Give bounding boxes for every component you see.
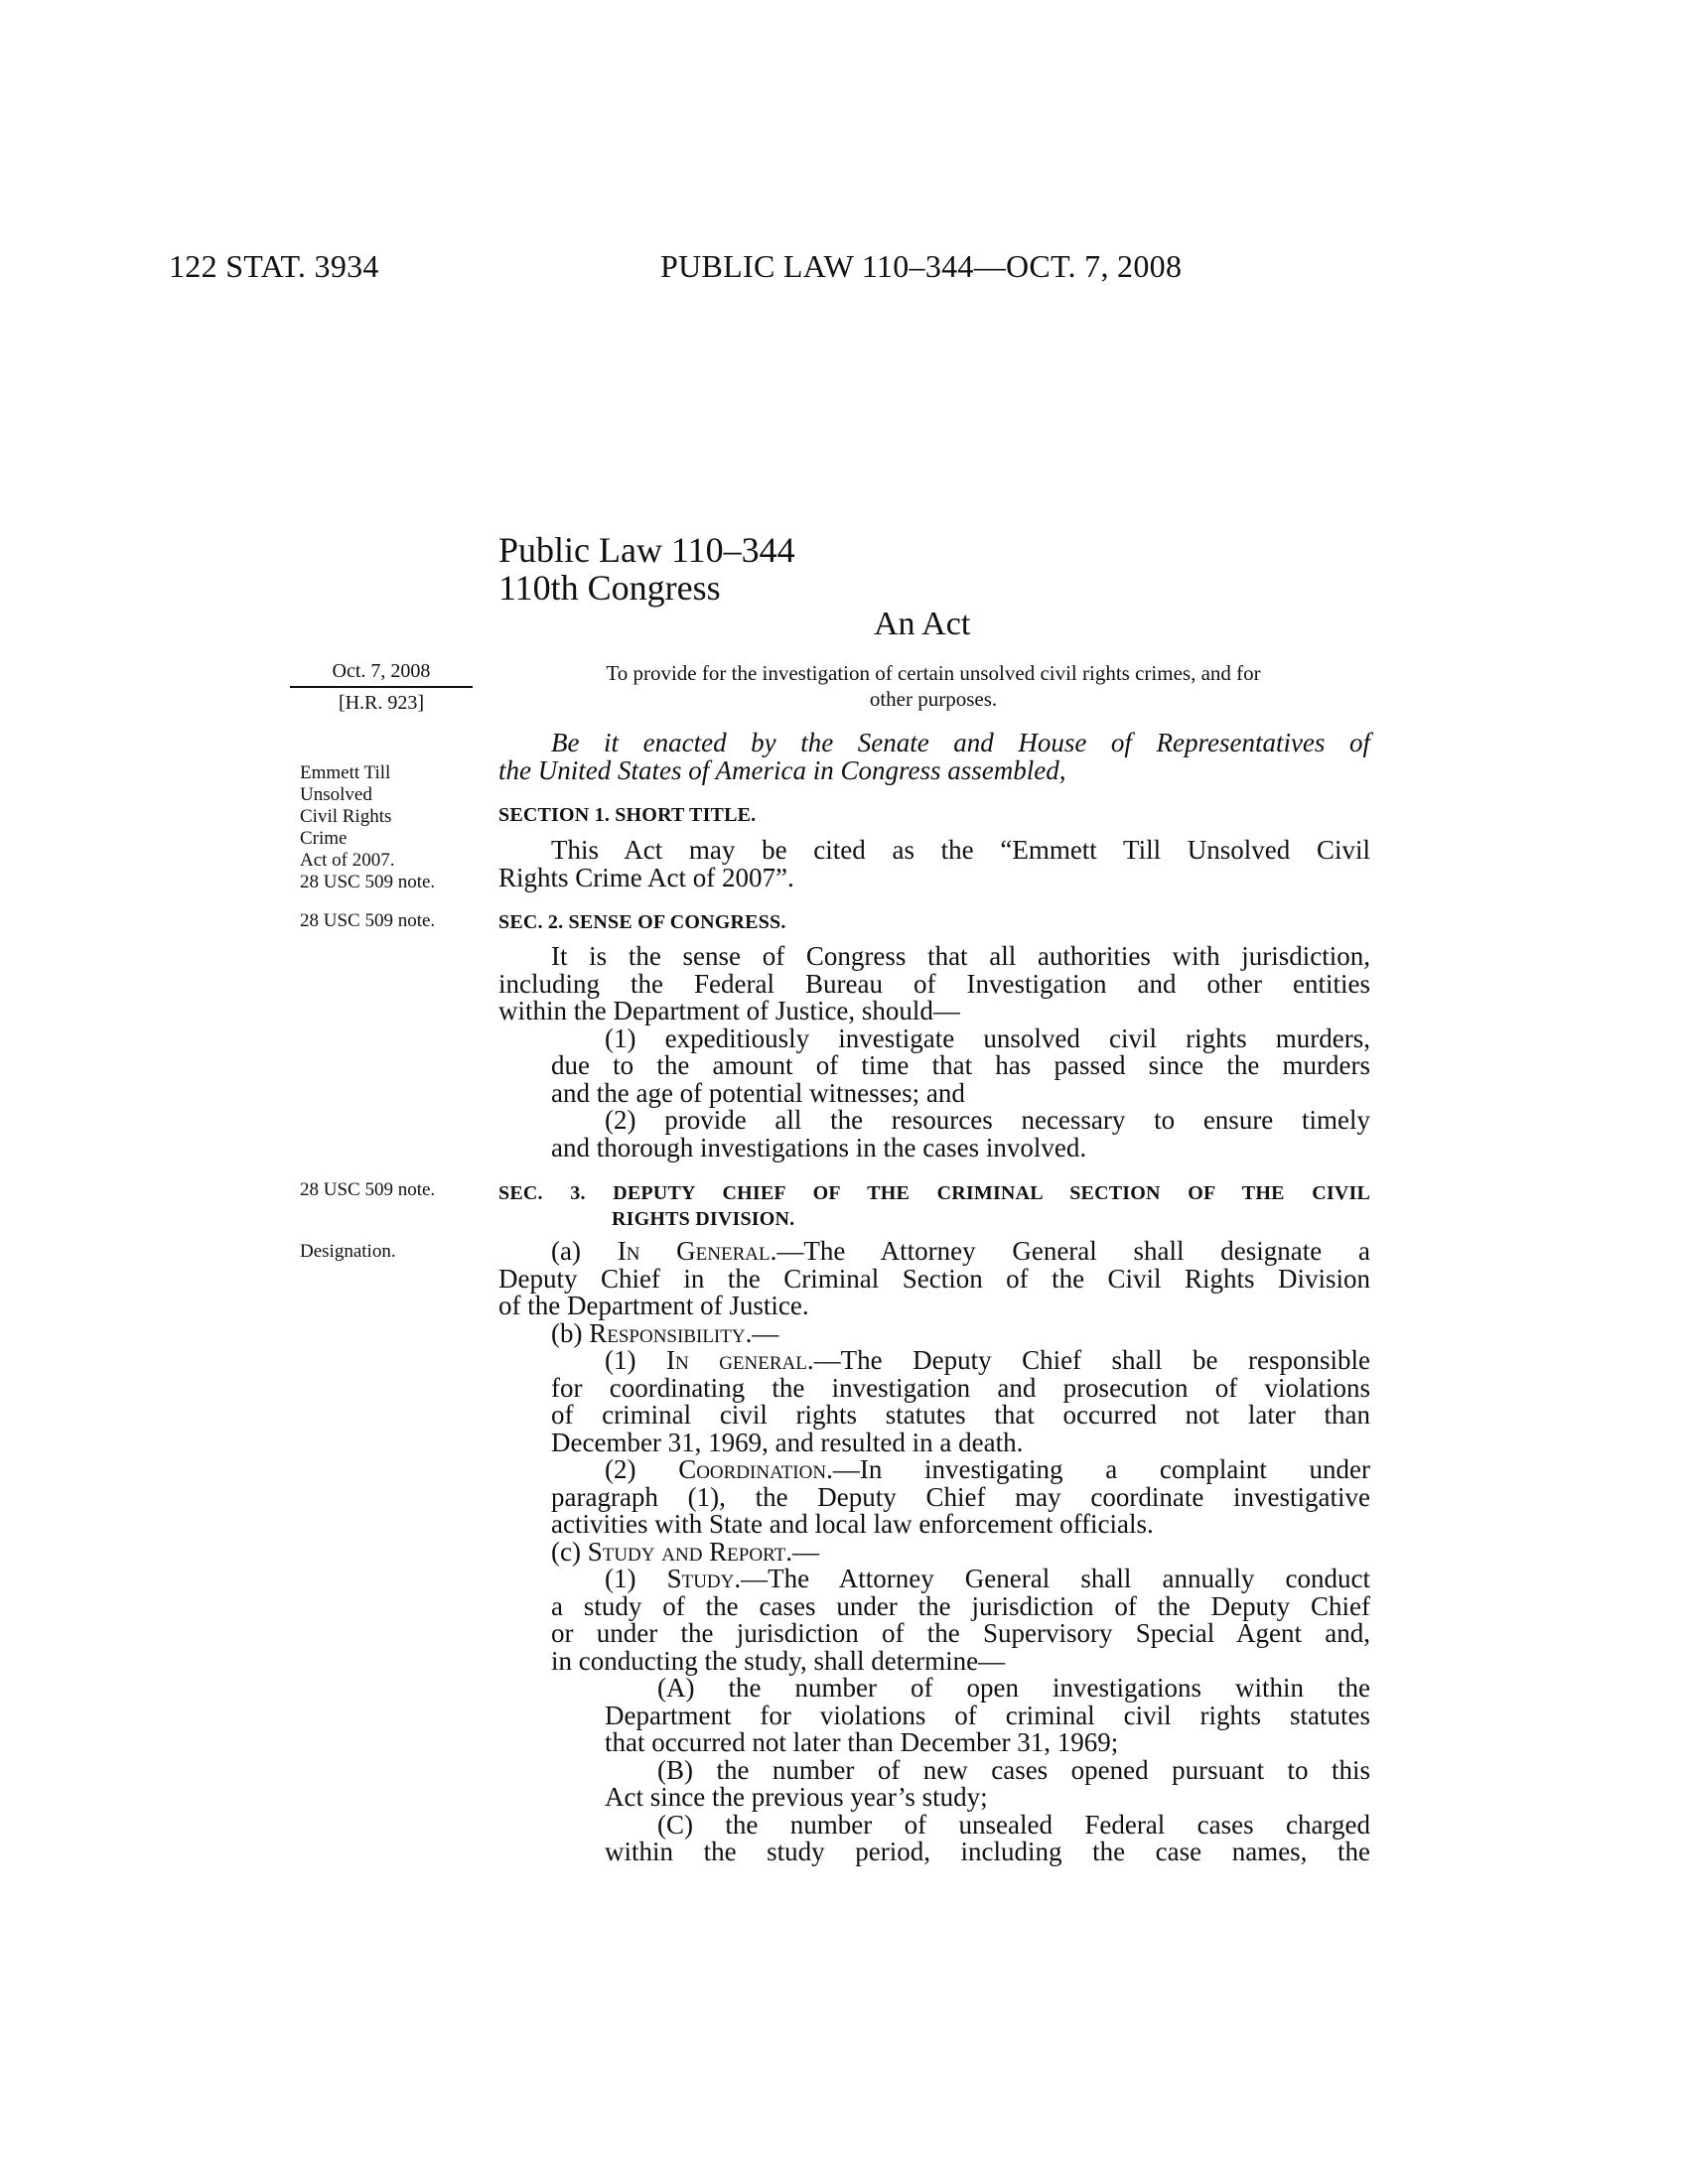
subparagraph-B: (B) the number of new cases opened pursuant to this bbox=[657, 1754, 1370, 1785]
subparagraph-A: (A) the number of open investigations within the bbox=[657, 1673, 1370, 1703]
paragraph-b1: (1) In general.—The Deputy Chief shall be responsible bbox=[605, 1345, 1370, 1375]
margin-note-short-title: Emmett Till Unsolved Civil Rights Crime Act of 2007. 28 USC 509 note. bbox=[300, 762, 436, 892]
enacting-clause: Be it enacted by the Senate and House of Representatives of the United States of America in Congress assembled, bbox=[498, 728, 1370, 785]
paragraph-b2: (2) Coordination.—In investigating a complaint under bbox=[605, 1454, 1371, 1484]
margin-note-designation: Designation. bbox=[300, 1241, 396, 1262]
running-title: PUBLIC LAW 110–344—OCT. 7, 2008 bbox=[660, 248, 1183, 284]
section-2-body: It is the sense of Congress that all authorities with jurisdiction, including the Federal Bureau of Investigation and other entities within the Department of Justice, should— (1) expeditiously investigate unsolved civil rights murders, due to the amount of time that has passed since the murders and the age of potential witnesses; and (2) provide all the resources necessary to ensure timely and thorough investigations in the cases involved. bbox=[498, 941, 1370, 1162]
margin-note-usc-sec3: 28 USC 509 note. bbox=[300, 1179, 436, 1200]
section-3-body: (a) In General.—The Attorney General shall designate a Deputy Chief in the Criminal Section of the Civil Rights Division of the Department of Justice. (b) Responsibility.— (1) In general.—The Deputy Chief shall be responsible for coordinating the investigation and prosecution of violations of criminal civil rights statutes that occurred not later than December 31, 1969, and resulted in a death. (2) Coordination.—In investigating a complaint under paragraph (1), the Deputy Chief may coordinate investigative activities with State and local law enforcement officials. (c) Study and Report.— (1) Study.—The Attorney General shall annually conduct a study of the cases under the jurisdiction of the Deputy Chief or under the jurisdiction of the Supervisory Special Agent and, in conducting the study, shall determine— (A) the number of open investigations within the Department for violations of criminal civil rights statutes that occurred not later than December 31, 1969; (B) the number of new cases opened pursuant to this Act since the previous year’s study; (C) the number of unsealed Federal cases charged within the study period, including the case names, the bbox=[498, 1236, 1371, 1866]
subsection-c: (c) Study and Report.— bbox=[551, 1536, 819, 1567]
public-law-number: Public Law 110–344 bbox=[498, 530, 795, 570]
paragraph-c1: (1) Study.—The Attorney General shall annually conduct bbox=[605, 1564, 1371, 1593]
bill-number: [H.R. 923] bbox=[338, 692, 425, 714]
congress-number: 110th Congress bbox=[498, 568, 721, 608]
enactment-date-box bbox=[290, 660, 473, 715]
section-1-heading: SECTION 1. SHORT TITLE. bbox=[498, 804, 757, 826]
page-stat-number: 122 STAT. 3934 bbox=[169, 248, 379, 284]
purpose-statement: To provide for the investigation of certain unsolved civil rights crimes, and for other purposes. bbox=[606, 661, 1261, 711]
margin-note-usc-sec2: 28 USC 509 note. bbox=[300, 910, 436, 931]
section-3-heading: SEC. 3. DEPUTY CHIEF OF THE CRIMINAL SECTION OF THE CIVIL RIGHTS DIVISION. bbox=[498, 1182, 1370, 1230]
subsection-a: (a) In General.—The Attorney General shall designate a bbox=[551, 1236, 1370, 1266]
subsection-b: (b) Responsibility.— bbox=[551, 1317, 779, 1348]
section-1-body: This Act may be cited as the “Emmett Till Unsolved Civil Rights Crime Act of 2007”. bbox=[498, 835, 1370, 892]
title-block bbox=[498, 531, 795, 607]
subparagraph-C: (C) the number of unsealed Federal cases charged bbox=[657, 1809, 1370, 1840]
enactment-date: Oct. 7, 2008 bbox=[290, 660, 473, 688]
section-2-heading: SEC. 2. SENSE OF CONGRESS. bbox=[498, 911, 786, 933]
an-act-heading: An Act bbox=[874, 606, 971, 642]
